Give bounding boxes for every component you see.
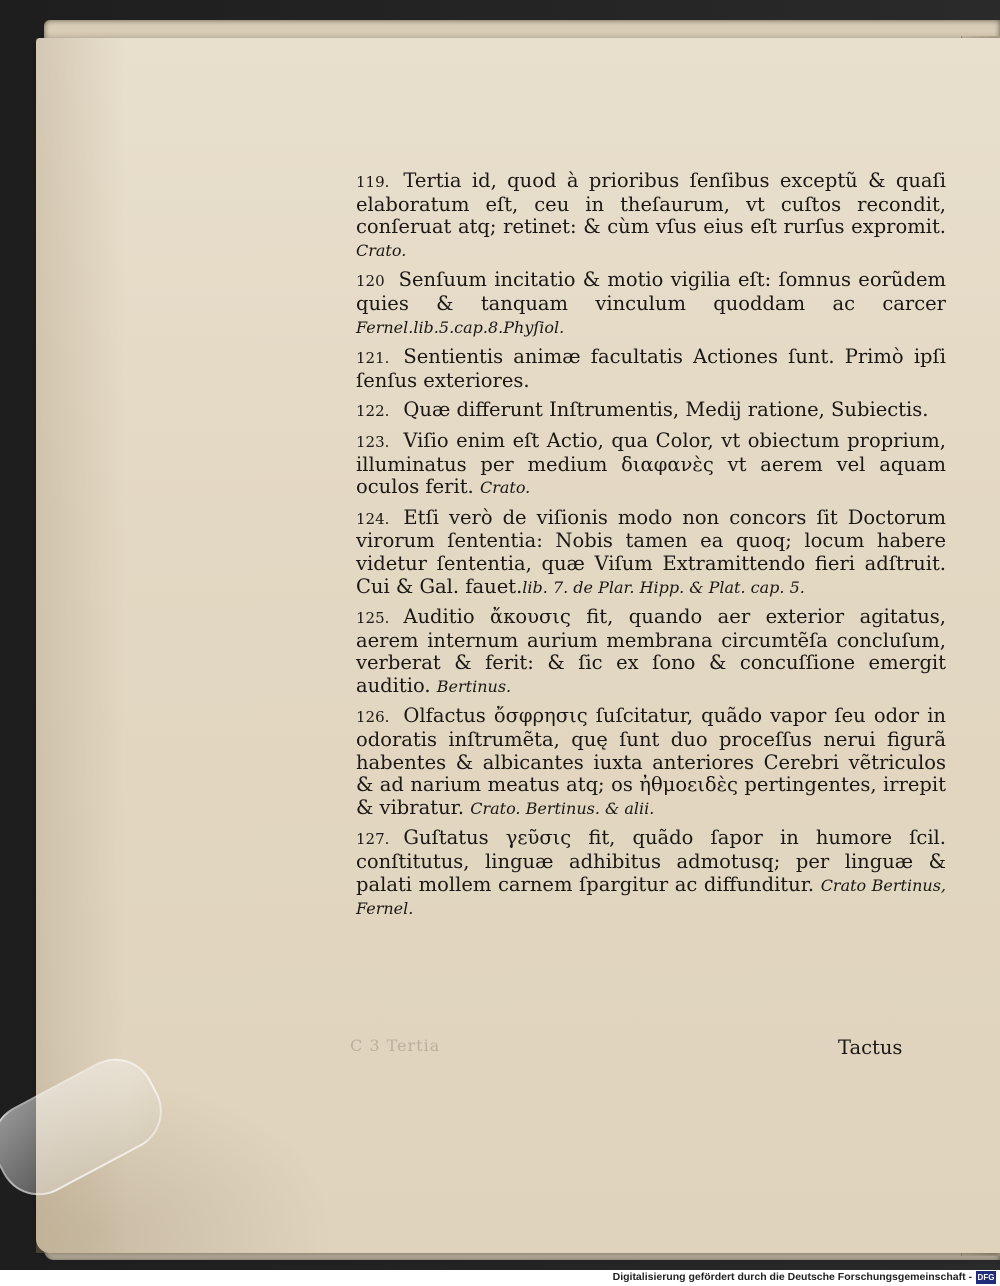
paragraph-text: Auditio ἄκουσις fit, quando aer exterior agitatus, aerem internum aurium membrana circumtẽſa concluſum, verberat & ferit: & ſic ex ſono & concuſſione emergit auditio. (356, 605, 946, 697)
citation: Crato. (479, 478, 531, 498)
paragraph-119 (356, 170, 946, 262)
paragraph-122 (356, 399, 946, 423)
citation: Crato. (356, 240, 407, 260)
paragraph-number: 123. (356, 432, 390, 451)
paragraph-text: Senſuum incitatio & motio vigilia eſt: ſomnus eorũdem quies & tanquam vinculum quoddam ac carcer (356, 268, 946, 315)
paragraph-text: Etſi verò de viſionis modo non concors ſit Doctorum virorum ſententia: Nobis tamen ea quoq; locum habere videtur ſententia, quæ Viſum Extramittendo fieri adſtruit. Cui & Gal. fauet. (356, 505, 946, 598)
paragraph-text: Guſtatus γεῦσις fit, quãdo ſapor in humore ſcil. conſtitutus, linguæ adhibitus admotusq; per linguæ & palati mollem carnem ſpargitur ac diffunditur. (356, 826, 946, 896)
paragraph-121 (356, 346, 946, 392)
paragraph-125 (356, 606, 946, 698)
paragraph-text: Viſio enim eſt Actio, qua Color, vt obiectum proprium, illuminatus per medium διαφανὲς vt aerem vel aquam oculos ferit. (356, 428, 946, 499)
paragraph-126 (356, 705, 946, 820)
paragraph-text: Sentientis animæ facultatis Actiones ſunt. Primò ipſi ſenſus exteriores. (356, 345, 946, 392)
paragraph-123 (356, 430, 946, 500)
paragraph-number: 119. (356, 173, 390, 191)
paragraph-number: 126. (356, 708, 390, 727)
catchword: Tactus (838, 1036, 903, 1059)
paragraph-120 (356, 269, 946, 339)
page-text (356, 170, 946, 928)
paragraph-number: 120 (356, 272, 385, 291)
paragraph-text: Tertia id, quod à prioribus ſenſibus exceptũ & quaſi elaboratum eſt, ceu in theſaurum, vt cuſtos recondit, conſeruat atq; retinet: & cùm vſus eius eſt rurſus expromit. (356, 169, 946, 239)
paragraph-text: Olfactus ὄσφρησις ſuſcitatur, quãdo vapor ſeu odor in odoratis inſtrumẽta, quę ſunt duo proceſſus nerui figurã habentes & albicantes iuxta anteriores Cerebri vẽtriculos & ad narium meatus atq; os ἠθμοειδὲς pertingentes, irrepit & vibratur. (356, 704, 946, 819)
paragraph-124 (356, 507, 946, 599)
paragraph-number: 122. (356, 402, 390, 421)
paragraph-number: 124. (356, 509, 390, 528)
paragraph-127 (356, 827, 946, 920)
paragraph-number: 125. (356, 609, 390, 628)
paragraph-number: 127. (356, 830, 390, 849)
paragraph-number: 121. (356, 349, 390, 368)
citation: Fernel.lib.5.cap.8.Phyſiol. (356, 317, 565, 337)
citation: Crato Bertinus, Fernel. (356, 875, 946, 919)
show-through-text: C 3 Tertia (350, 1036, 441, 1055)
citation: Crato. Bertinus. & alii. (470, 798, 655, 818)
dfg-logo-icon: DFG (977, 1273, 995, 1282)
paragraph-text: Quæ differunt Inſtrumentis, Medij ratione, Subiectis. (403, 398, 929, 422)
footer-credit: Digitalisierung gefördert durch die Deutsche Forschungsgemeinschaft - (612, 1271, 972, 1283)
citation: Bertinus. (436, 676, 512, 696)
citation: lib. 7. de Plar. Hipp. & Plat. cap. 5. (522, 577, 805, 597)
